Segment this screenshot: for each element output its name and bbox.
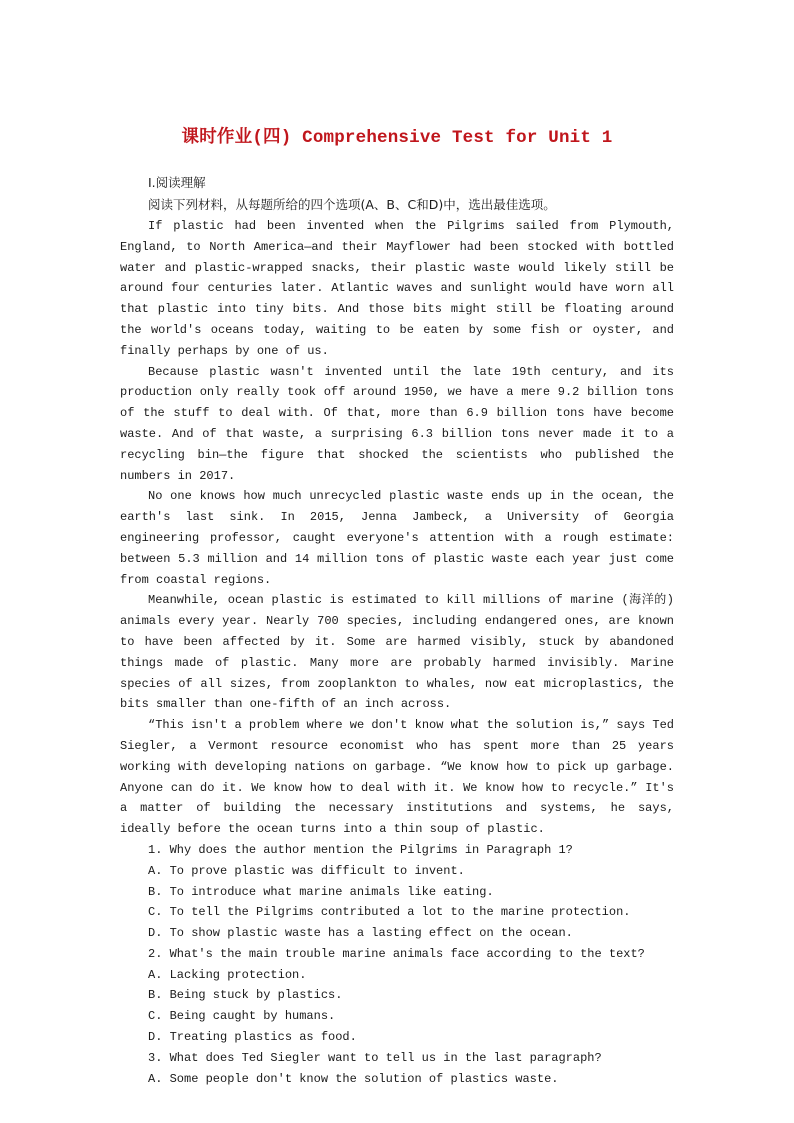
question-1-option-a: A. To prove plastic was difficult to invent. xyxy=(148,863,465,878)
passage-paragraph-4: Meanwhile, ocean plastic is estimated to kill millions of marine (海洋的) animals every year. Nearly 700 species, including endangered ones, are known to have been affected by it. Some are harmed visibly, stuck by abandoned things made of plastic. Many more are probably harmed invisibly. Marine species of all sizes, from zooplankton to whales, now eat microplastics, the bits smaller than one-fifth of an inch across. xyxy=(120,593,674,712)
instruction-text: 阅读下列材料，从每题所给的四个选项(A、B、C和D)中，选出最佳选项。 xyxy=(148,197,556,212)
question-1-option-b: B. To introduce what marine animals like eating. xyxy=(148,884,494,899)
question-2: 2. What's the main trouble marine animals face according to the text? xyxy=(148,946,645,961)
question-1: 1. Why does the author mention the Pilgrims in Paragraph 1? xyxy=(148,842,573,857)
question-1-option-c: C. To tell the Pilgrims contributed a lot to the marine protection. xyxy=(148,905,631,920)
section-heading: Ⅰ.阅读理解 xyxy=(148,175,206,190)
passage-paragraph-1: If plastic had been invented when the Pilgrims sailed from Plymouth, England, to North America—and their Mayflower had been stocked with bottled water and plastic-wrapped snacks, their plastic waste would likely still be around four centuries later. Atlantic waves and sunlight would have worn all that plastic into tiny bits. And those bits might still be floating around the world's oceans today, waiting to be eaten by some fish or oyster, and finally perhaps by one of us. xyxy=(120,219,674,358)
passage-paragraph-5: “This isn't a problem where we don't know what the solution is,” says Ted Siegler, a Vermont resource economist who has spent more than 25 years working with developing nations on garbage. “We know how to pick up garbage. Anyone can do it. We know how to deal with it. We know how to recycle.” It's a matter of building the necessary institutions and systems, he says, ideally before the ocean turns into a thin soup of plastic. xyxy=(120,718,674,837)
question-3: 3. What does Ted Siegler want to tell us in the last paragraph? xyxy=(148,1050,602,1065)
question-3-option-a: A. Some people don't know the solution of plastics waste. xyxy=(148,1071,559,1086)
question-list xyxy=(120,840,674,1090)
page-title: 课时作业(四) Comprehensive Test for Unit 1 xyxy=(181,128,613,148)
passage-paragraph-2: Because plastic wasn't invented until the late 19th century, and its production only really took off around 1950, we have a mere 9.2 billion tons of the stuff to deal with. Of that, more than 6.9 billion tons have become waste. And of that waste, a surprising 6.3 billion tons never made it to a recycling bin—the figure that shocked the scientists who published the numbers in 2017. xyxy=(120,364,674,483)
passage-paragraph-3: No one knows how much unrecycled plastic waste ends up in the ocean, the earth's last sink. In 2015, Jenna Jambeck, a University of Georgia engineering professor, caught everyone's attention with a rough estimate: between 5.3 million and 14 million tons of plastic waste each year just come from coastal regions. xyxy=(120,489,674,587)
question-2-option-d: D. Treating plastics as food. xyxy=(148,1030,357,1045)
question-2-option-a: A. Lacking protection. xyxy=(148,967,307,982)
question-1-option-d: D. To show plastic waste has a lasting effect on the ocean. xyxy=(148,926,573,941)
question-2-option-c: C. Being caught by humans. xyxy=(148,1009,336,1024)
document-body xyxy=(120,172,674,1089)
question-2-option-b: B. Being stuck by plastics. xyxy=(148,988,343,1003)
